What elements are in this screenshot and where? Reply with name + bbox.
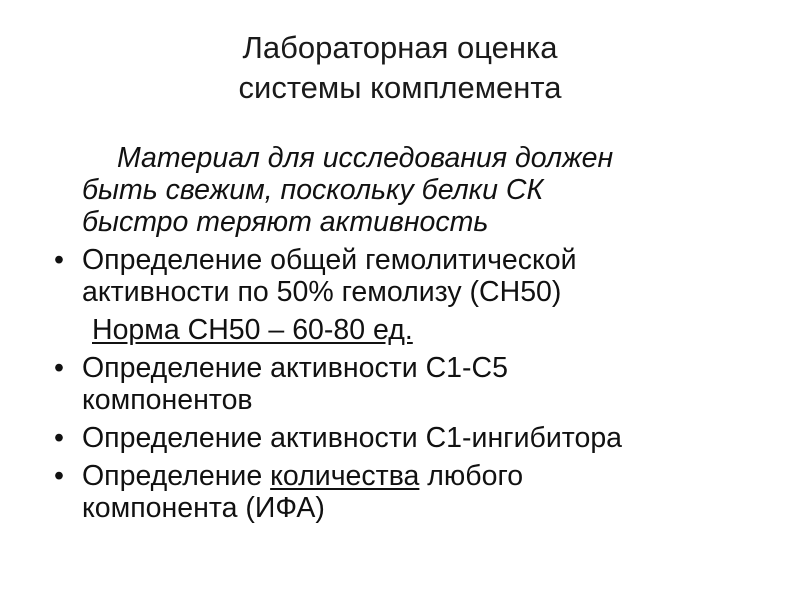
bullet-4-prefix: Определение (82, 460, 271, 492)
norm-text: Норма СН50 – 60-80 ед. (92, 314, 413, 346)
bullet-2-line-1: • Определение активности С1-С5 (82, 352, 508, 384)
slide-body (60, 142, 760, 524)
intro-paragraph (60, 142, 760, 238)
bullet-component-quantity (60, 460, 760, 524)
bullet-2-line-2: компонентов (82, 384, 253, 416)
bullet-hemolytic-activity (60, 244, 760, 308)
bullet-4-underlined: количества (270, 460, 420, 492)
title-line-1: Лабораторная оценка (242, 30, 558, 65)
bullet-4-suffix: любого (419, 460, 524, 492)
intro-line-1: Материал для исследования должен (117, 142, 614, 174)
intro-line-2: быть свежим, поскольку белки СК (82, 174, 544, 206)
title-line-2: системы комплемента (238, 70, 562, 105)
norm-line (60, 314, 760, 346)
bullet-1-line-2: активности по 50% гемолизу (СН50) (82, 276, 562, 308)
bullet-3-line-1: • Определение активности С1-ингибитора (82, 422, 623, 454)
slide-title (0, 28, 800, 108)
bullet-4-line-2: компонента (ИФА) (82, 492, 325, 524)
bullet-1-line-1: • Определение общей гемолитической (82, 244, 577, 276)
bullet-c1-inhibitor (60, 422, 760, 454)
intro-line-3: быстро теряют активность (82, 206, 489, 238)
bullet-c1-c5-activity (60, 352, 760, 416)
bullet-4-line-1 (82, 460, 760, 492)
